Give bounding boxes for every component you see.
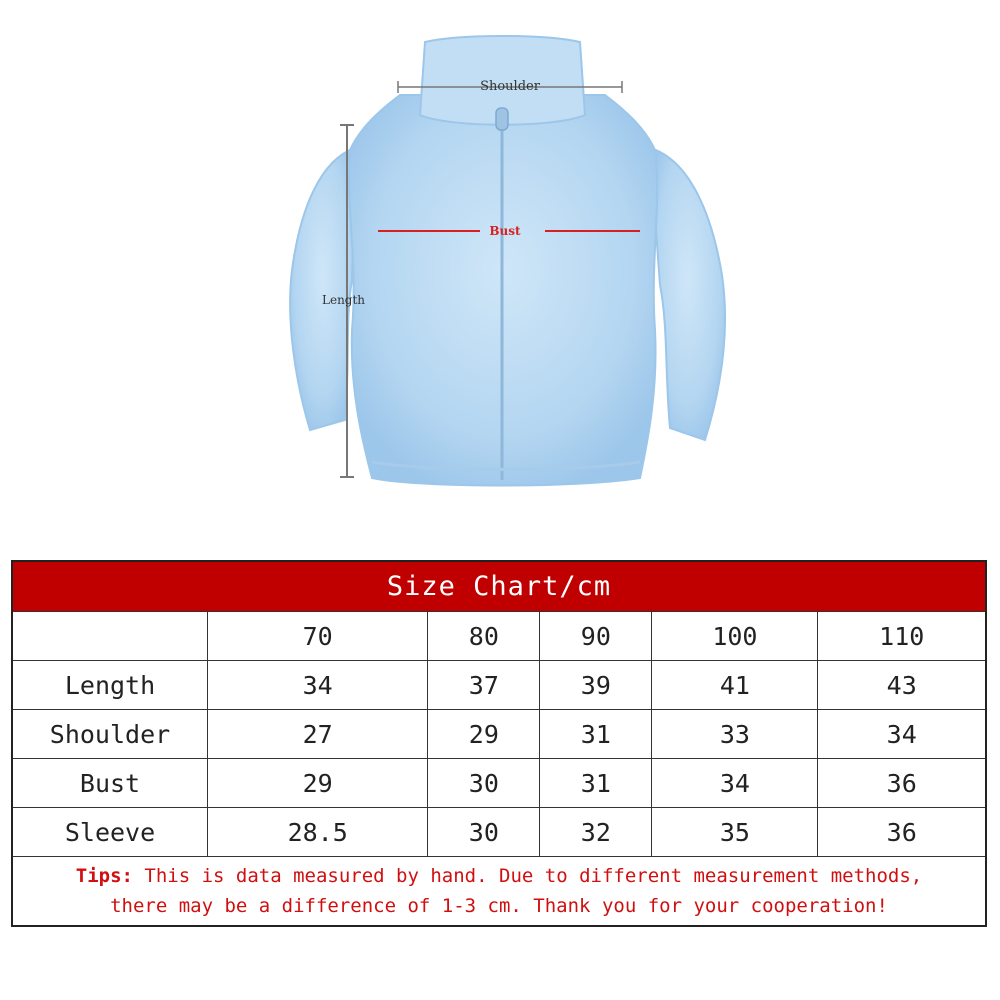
table-cell: 34 [818, 710, 986, 759]
table-cell: 31 [540, 710, 652, 759]
row-label: Length [12, 661, 208, 710]
table-cell: 30 [428, 808, 540, 857]
table-cell: 34 [208, 661, 428, 710]
table-cell: 33 [652, 710, 818, 759]
title-row [12, 561, 986, 612]
table-row [12, 808, 986, 857]
table-cell: 34 [652, 759, 818, 808]
tips-text-line1: This is data measured by hand. Due to different measurement methods, [132, 865, 923, 887]
table-cell: 35 [652, 808, 818, 857]
size-header-cell: 70 [208, 612, 428, 661]
size-header-cell: 110 [818, 612, 986, 661]
bust-label: Bust [489, 224, 521, 238]
table-row [12, 710, 986, 759]
table-cell: 31 [540, 759, 652, 808]
table-cell: 41 [652, 661, 818, 710]
table-cell: 36 [818, 808, 986, 857]
table-cell: 43 [818, 661, 986, 710]
size-header-cell: 90 [540, 612, 652, 661]
table-cell: 29 [428, 710, 540, 759]
size-chart-table [11, 560, 987, 927]
left-sleeve [290, 148, 355, 430]
table-cell: 39 [540, 661, 652, 710]
length-label: Length [322, 293, 366, 307]
size-header-row [12, 612, 986, 661]
shoulder-label: Shoulder [480, 79, 540, 94]
table-cell: 30 [428, 759, 540, 808]
table-cell: 27 [208, 710, 428, 759]
row-label: Bust [12, 759, 208, 808]
table-cell: 36 [818, 759, 986, 808]
table-cell: 32 [540, 808, 652, 857]
table-cell: 29 [208, 759, 428, 808]
tips-text-line2: there may be a difference of 1-3 cm. Thank you for your cooperation! [110, 895, 888, 917]
table-cell: 28.5 [208, 808, 428, 857]
tips-label: Tips: [75, 865, 133, 887]
table-row [12, 759, 986, 808]
tips-cell [12, 857, 986, 927]
table-row [12, 661, 986, 710]
row-label: Sleeve [12, 808, 208, 857]
size-header-cell: 100 [652, 612, 818, 661]
table-cell: 37 [428, 661, 540, 710]
zipper-pull [496, 108, 508, 130]
row-label: Shoulder [12, 710, 208, 759]
tips-row [12, 857, 986, 927]
size-header-cell: 80 [428, 612, 540, 661]
size-chart-title: Size Chart/cm [12, 561, 986, 612]
corner-cell [12, 612, 208, 661]
right-sleeve [650, 148, 725, 440]
